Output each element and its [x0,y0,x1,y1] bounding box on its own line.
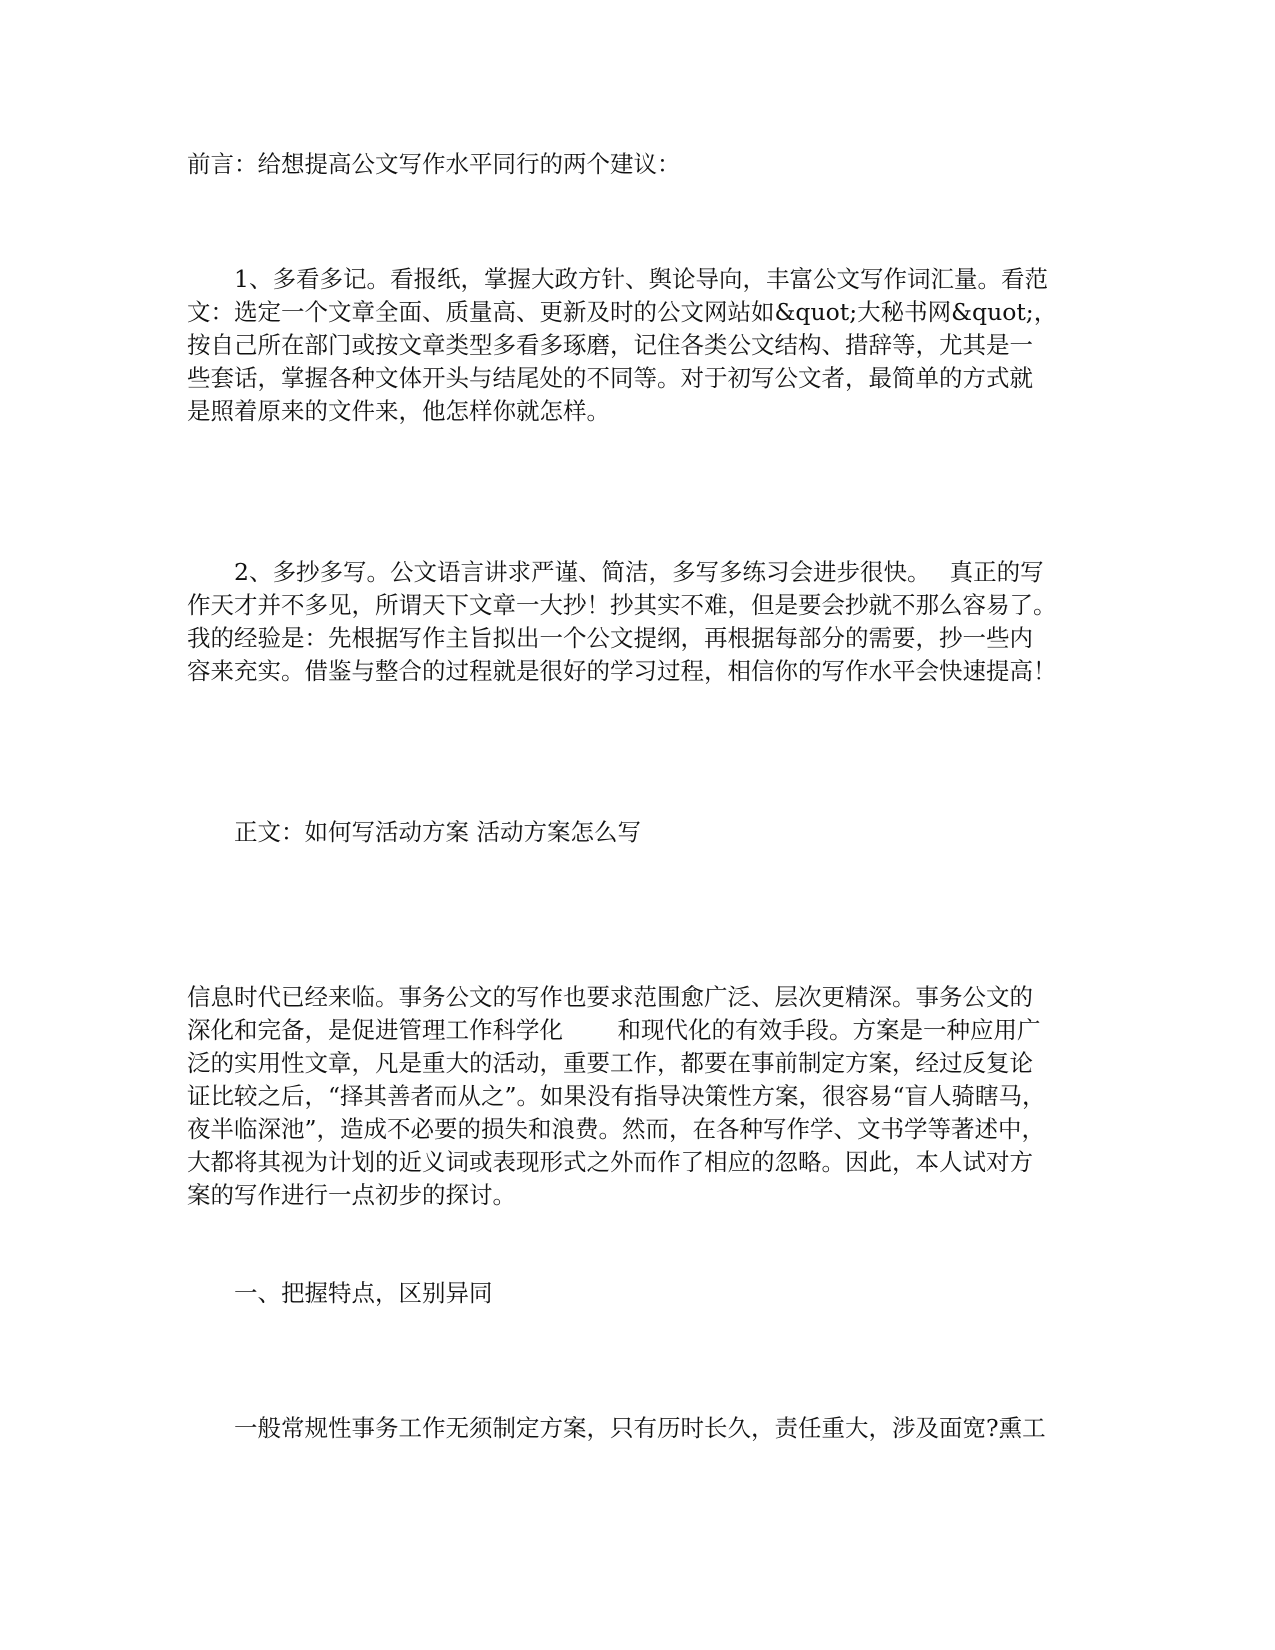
text-line: 作天才并不多见，所谓天下文章一大抄！抄其实不难，但是要会抄就不那么容易了。 [187,591,1057,619]
section-1-text: 一般常规性事务工作无须制定方案，只有历时长久，责任重大，涉及面宽?熏工 [234,1414,1046,1442]
text-line: 夜半临深池”，造成不必要的损失和浪费。然而，在各种写作学、文书学等著述中， [187,1115,1046,1143]
text-line: 是照着原来的文件来，他怎样你就怎样。 [187,397,610,425]
text-line: 大都将其视为计划的近义词或表现形式之外而作了相应的忽略。因此，本人试对方 [187,1148,1033,1176]
preface-line: 前言：给想提高公文写作水平同行的两个建议： [187,150,681,178]
text-line: 深化和完备，是促进管理工作科学化 和现代化的有效手段。方案是一种应用广 [187,1016,1041,1044]
text-line: 证比较之后，“择其善者而从之”。如果没有指导决策性方案，很容易“盲人骑瞎马， [187,1082,1046,1110]
text-line: 我的经验是：先根据写作主旨拟出一个公文提纲，再根据每部分的需要，抄一些内 [187,624,1033,652]
text-line: 信息时代已经来临。事务公文的写作也要求范围愈广泛、层次更精深。事务公文的 [187,983,1033,1011]
text-line: 按自己所在部门或按文章类型多看多琢磨，记住各类公文结构、措辞等，尤其是一 [187,331,1033,359]
tip-2-paragraph [187,556,1087,688]
text-line: 容来充实。借鉴与整合的过程就是很好的学习过程，相信你的写作水平会快速提高！ [187,657,1057,685]
main-title: 正文：如何写活动方案 活动方案怎么写 [234,818,641,846]
text-line: 2、多抄多写。公文语言讲求严谨、简洁，多写多练习会进步很快。 真正的写 [187,558,1044,586]
text-line: 泛的实用性文章，凡是重大的活动，重要工作，都要在事前制定方案，经过反复论 [187,1049,1033,1077]
intro-paragraph [187,981,1087,1212]
text-line: 1、多看多记。看报纸，掌握大政方针、舆论导向，丰富公文写作词汇量。看范 [187,265,1048,293]
text-line: 文：选定一个文章全面、质量高、更新及时的公文网站如&quot;大秘书网&quot;， [187,298,1058,326]
text-line: 案的写作进行一点初步的探讨。 [187,1181,516,1209]
text-line: 些套话，掌握各种文体开头与结尾处的不同等。对于初写公文者，最简单的方式就 [187,364,1033,392]
tip-1-paragraph [187,263,1087,428]
section-1-heading: 一、把握特点，区别异同 [234,1279,493,1307]
